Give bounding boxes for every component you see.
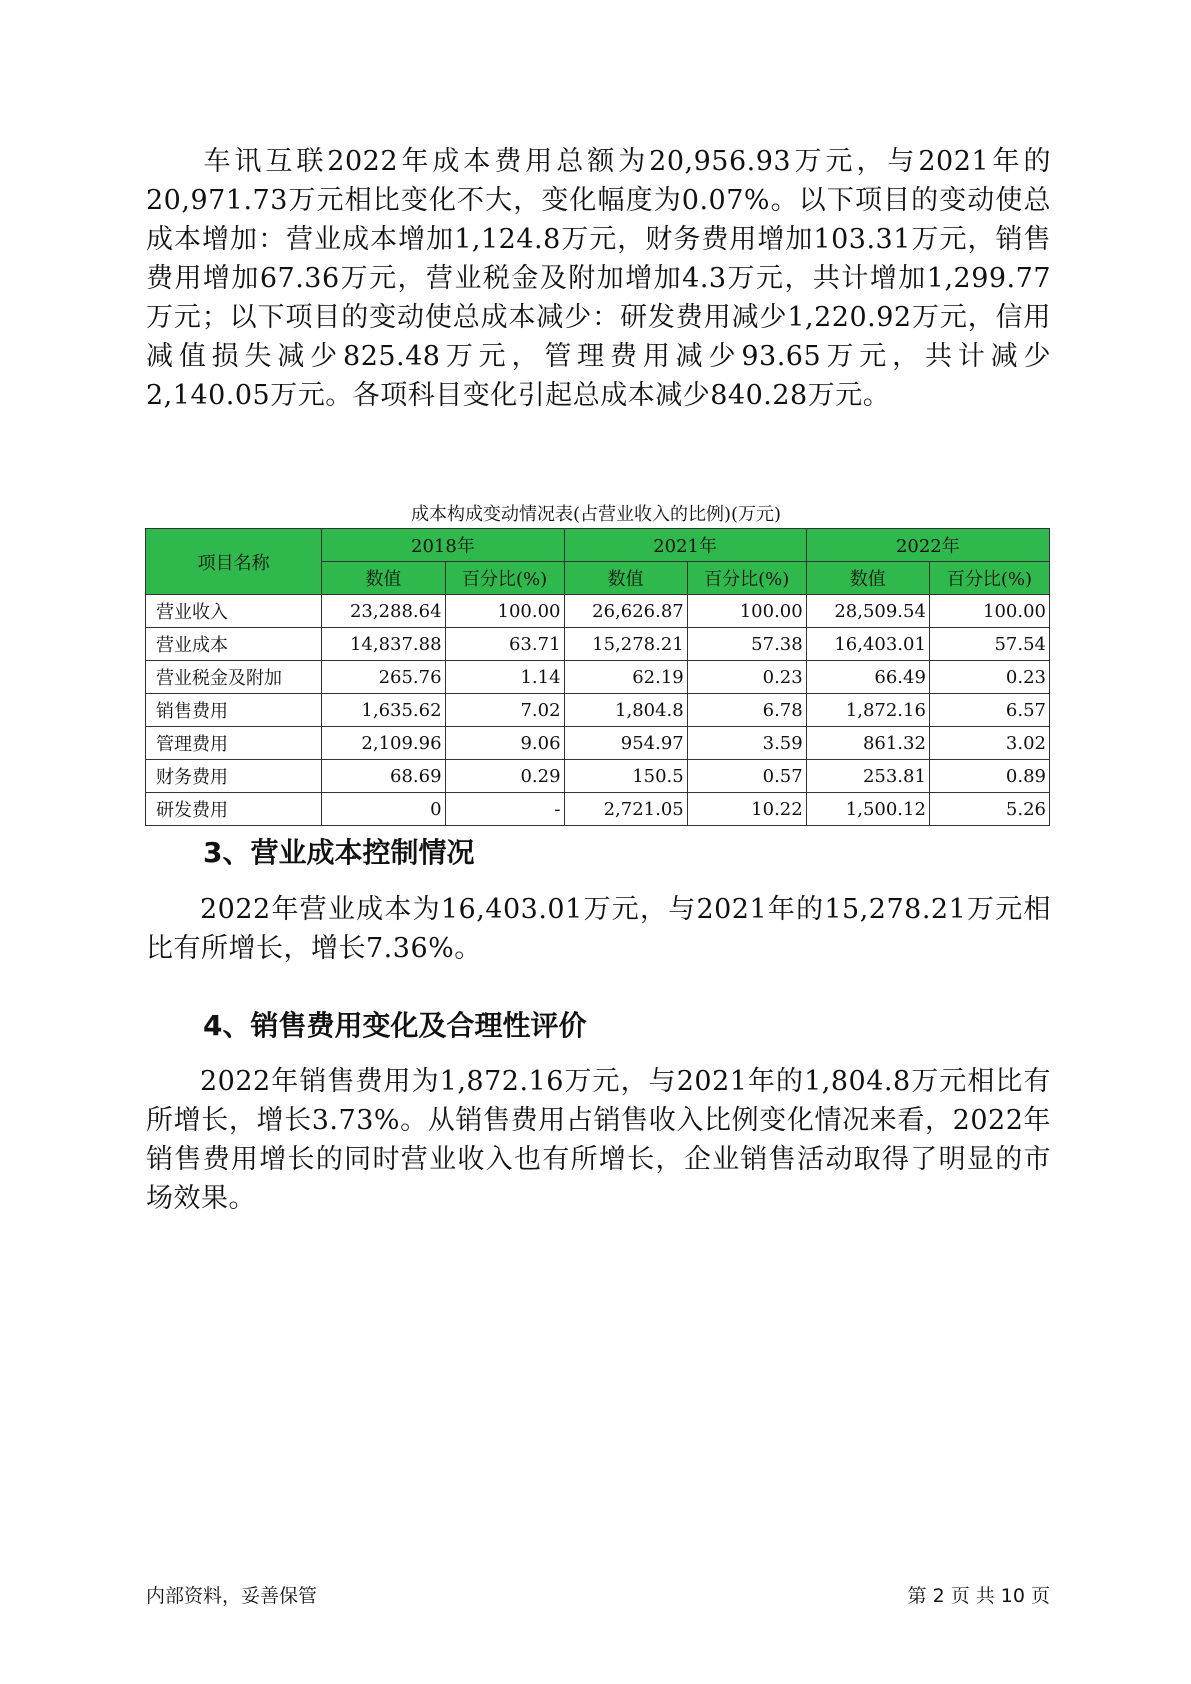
- header-item-name: 项目名称: [146, 529, 322, 595]
- percent-cell: 0.57: [687, 760, 806, 793]
- paragraph-sales-expense: [146, 1062, 1051, 1218]
- header-year-2018: 2018年: [322, 529, 564, 562]
- value-cell: 68.69: [322, 760, 445, 793]
- row-label: 营业成本: [146, 628, 322, 661]
- percent-cell: 100.00: [687, 595, 806, 628]
- percent-cell: 100.00: [929, 595, 1049, 628]
- value-cell: 954.97: [564, 727, 687, 760]
- value-cell: 26,626.87: [564, 595, 687, 628]
- value-cell: 16,403.01: [806, 628, 929, 661]
- paragraph-operating-cost: [146, 890, 1051, 968]
- paragraph-operating-cost-text: 2022年营业成本为16,403.01万元，与2021年的15,278.21万元相比有所增长，增长7.36%。: [146, 894, 1051, 964]
- paragraph-total-cost: [146, 142, 1051, 415]
- value-cell: 253.81: [806, 760, 929, 793]
- table-row: [146, 793, 1050, 826]
- percent-cell: 63.71: [445, 628, 564, 661]
- table-row: [146, 727, 1050, 760]
- table-row: [146, 595, 1050, 628]
- header-year-2022: 2022年: [806, 529, 1049, 562]
- percent-cell: 0.23: [929, 661, 1049, 694]
- percent-cell: 0.23: [687, 661, 806, 694]
- table-caption: 成本构成变动情况表(占营业收入的比例)(万元): [410, 504, 782, 525]
- value-cell: 15,278.21: [564, 628, 687, 661]
- percent-cell: 10.22: [687, 793, 806, 826]
- percent-cell: 3.02: [929, 727, 1049, 760]
- header-percent: 百分比(%): [929, 562, 1049, 595]
- percent-cell: 0.29: [445, 760, 564, 793]
- value-cell: 0: [322, 793, 445, 826]
- paragraph-total-cost-text: 车讯互联2022年成本费用总额为20,956.93万元，与2021年的20,971.73万元相比变化不大，变化幅度为0.07%。以下项目的变动使总成本增加：营业成本增加1,124.8万元，财务费用增加103.31万元，销售费用增加67.36万元，营业税金及附加增加4.3万元，共计增加1,299.77万元；以下项目的变动使总成本减少：研发费用减少1,220.92万元，信用减值损失减少825.48万元，管理费用减少93.65万元，共计减少2,140.05万元。各项科目变化引起总成本减少840.28万元。: [146, 146, 1051, 411]
- paragraph-sales-expense-text: 2022年销售费用为1,872.16万元，与2021年的1,804.8万元相比有所增长，增长3.73%。从销售费用占销售收入比例变化情况来看，2022年销售费用增长的同时营业收入也有所增长，企业销售活动取得了明显的市场效果。: [146, 1066, 1051, 1214]
- table-body: [146, 595, 1050, 826]
- value-cell: 14,837.88: [322, 628, 445, 661]
- value-cell: 265.76: [322, 661, 445, 694]
- section-heading-3: 3、营业成本控制情况: [203, 836, 475, 869]
- table-row: [146, 694, 1050, 727]
- percent-cell: 5.26: [929, 793, 1049, 826]
- header-year-2021: 2021年: [564, 529, 806, 562]
- header-percent: 百分比(%): [445, 562, 564, 595]
- percent-cell: 6.57: [929, 694, 1049, 727]
- percent-cell: 9.06: [445, 727, 564, 760]
- table-row: [146, 760, 1050, 793]
- percent-cell: 6.78: [687, 694, 806, 727]
- percent-cell: 100.00: [445, 595, 564, 628]
- value-cell: 1,804.8: [564, 694, 687, 727]
- row-label: 研发费用: [146, 793, 322, 826]
- value-cell: 28,509.54: [806, 595, 929, 628]
- row-label: 管理费用: [146, 727, 322, 760]
- header-value: 数值: [564, 562, 687, 595]
- percent-cell: -: [445, 793, 564, 826]
- header-percent: 百分比(%): [687, 562, 806, 595]
- table-row: [146, 661, 1050, 694]
- footer-page-number: 第 2 页 共 10 页: [907, 1585, 1050, 1607]
- header-value: 数值: [322, 562, 445, 595]
- table-row: [146, 628, 1050, 661]
- percent-cell: 0.89: [929, 760, 1049, 793]
- cost-structure-table: [145, 528, 1050, 826]
- row-label: 财务费用: [146, 760, 322, 793]
- percent-cell: 7.02: [445, 694, 564, 727]
- value-cell: 1,500.12: [806, 793, 929, 826]
- percent-cell: 3.59: [687, 727, 806, 760]
- section-heading-4: 4、销售费用变化及合理性评价: [203, 1009, 587, 1042]
- row-label: 营业收入: [146, 595, 322, 628]
- row-label: 销售费用: [146, 694, 322, 727]
- percent-cell: 57.38: [687, 628, 806, 661]
- percent-cell: 1.14: [445, 661, 564, 694]
- value-cell: 23,288.64: [322, 595, 445, 628]
- value-cell: 1,872.16: [806, 694, 929, 727]
- value-cell: 2,109.96: [322, 727, 445, 760]
- footer-confidential-note: 内部资料，妥善保管: [146, 1585, 318, 1607]
- value-cell: 861.32: [806, 727, 929, 760]
- value-cell: 150.5: [564, 760, 687, 793]
- value-cell: 62.19: [564, 661, 687, 694]
- row-label: 营业税金及附加: [146, 661, 322, 694]
- header-value: 数值: [806, 562, 929, 595]
- percent-cell: 57.54: [929, 628, 1049, 661]
- value-cell: 2,721.05: [564, 793, 687, 826]
- value-cell: 1,635.62: [322, 694, 445, 727]
- value-cell: 66.49: [806, 661, 929, 694]
